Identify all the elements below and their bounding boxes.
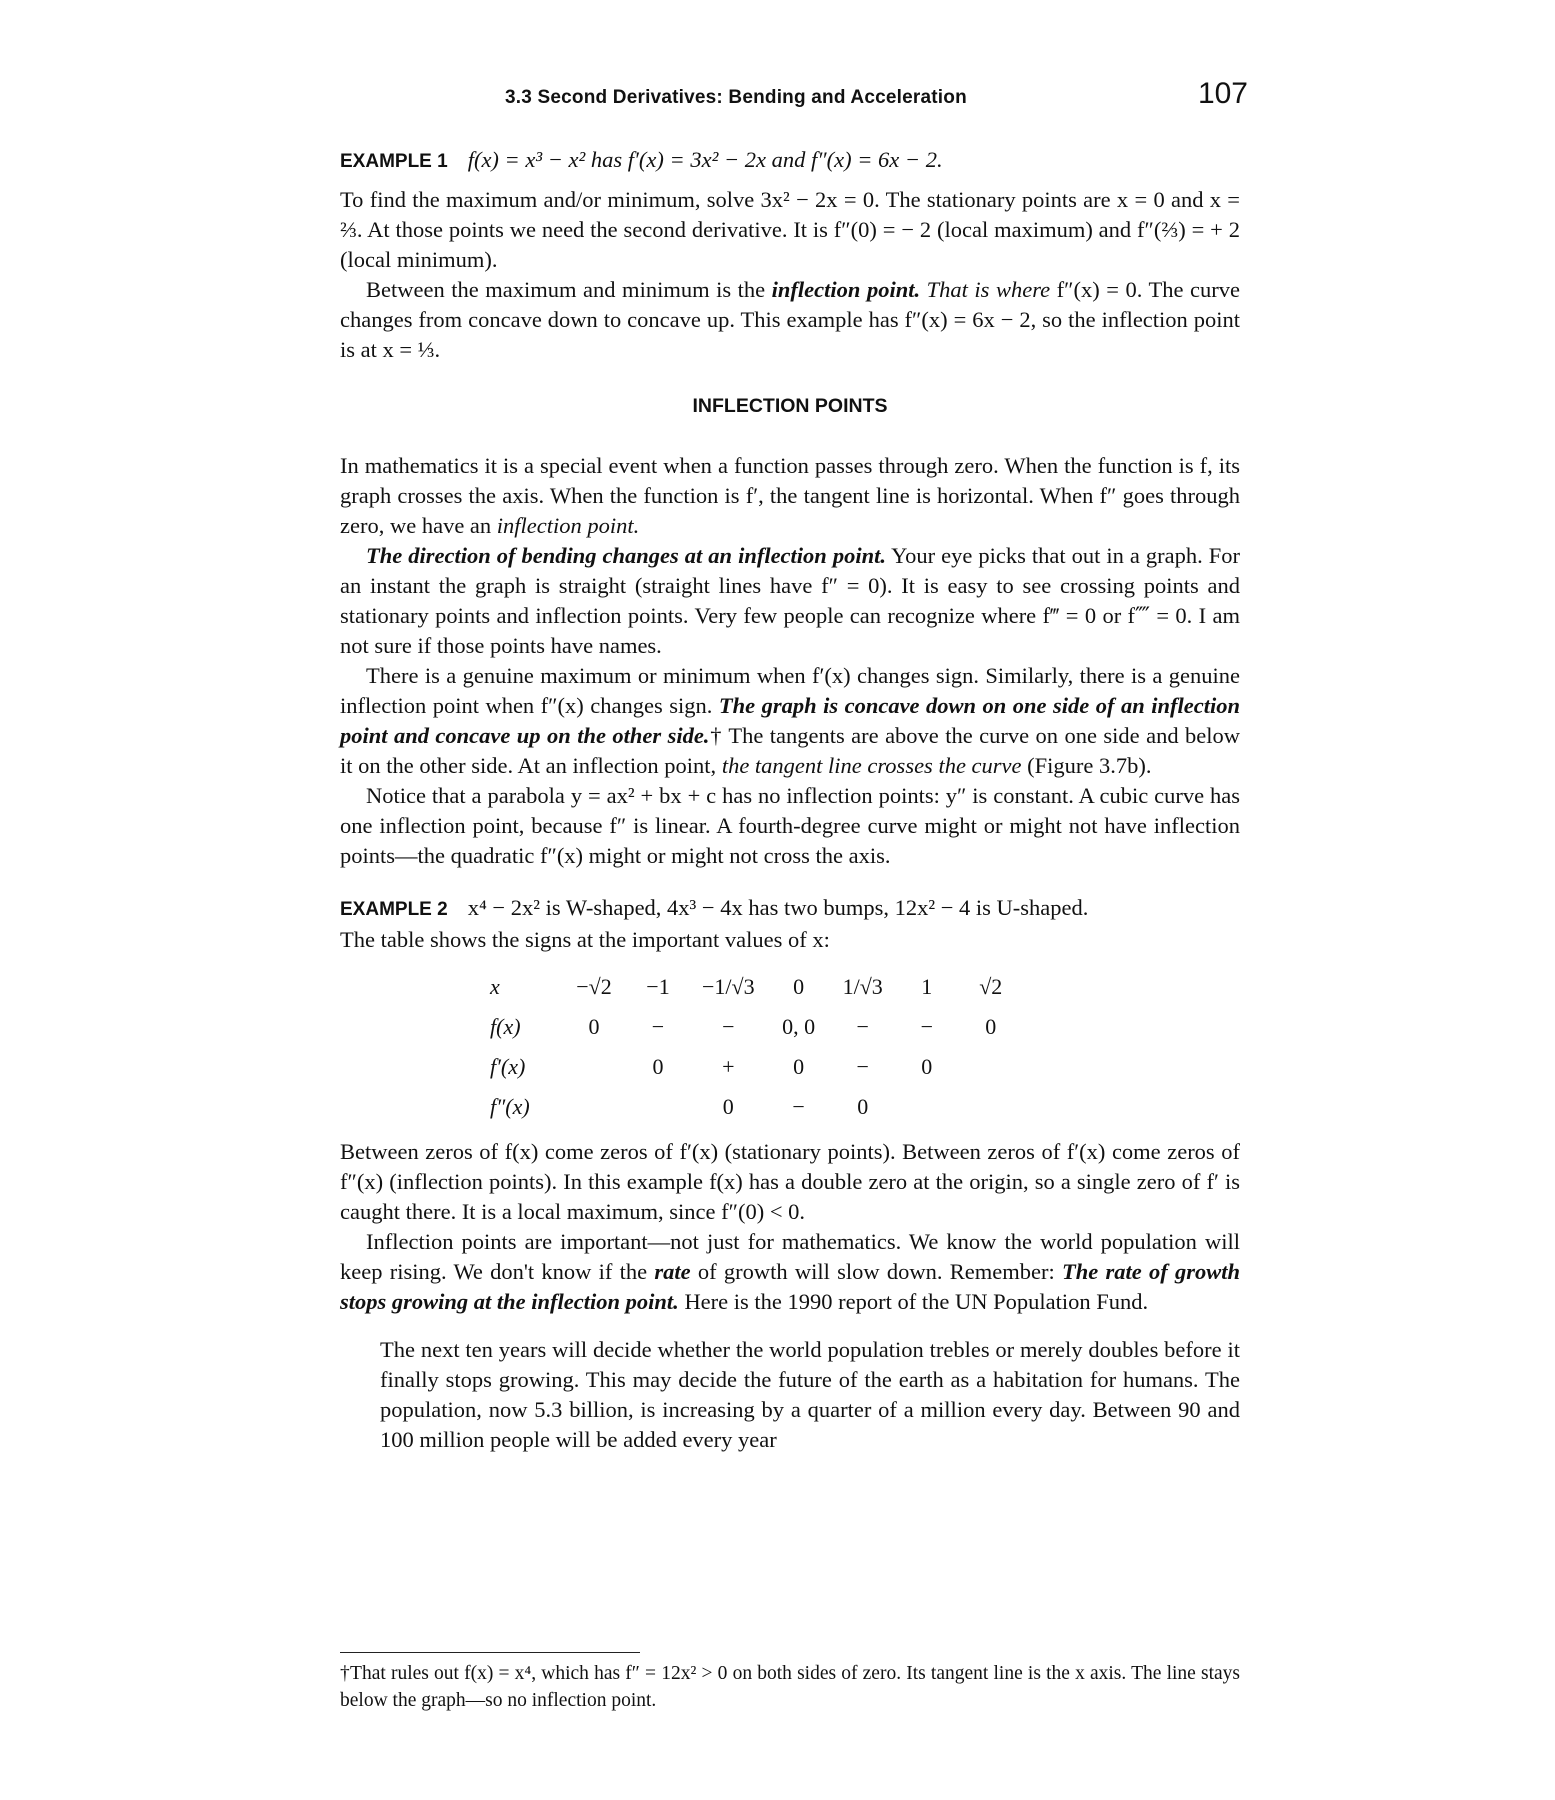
table-cell [562,1047,626,1087]
table-cell [895,1087,959,1127]
text-run: In mathematics it is a special event when a function passes through zero. When the function is f, its graph crosses the axis. When the function is f′, the tangent line is horizontal. When f″ goes through zero, we have an [340,453,1240,538]
table-cell: 0 [793,1054,805,1079]
inflection-paragraph-2 [340,541,1240,661]
text-run: Here is the 1990 report of the UN Population Fund. [678,1289,1149,1314]
table-cell: 0 [722,1094,734,1119]
table-cell: f′(x) [490,1054,526,1079]
table-cell: 1/√3 [842,974,883,999]
example1-label: EXAMPLE 1 [340,151,448,172]
table-row [470,1007,1023,1047]
page-body [340,145,1240,1455]
example1-paragraph-1: To find the maximum and/or minimum, solve 3x² − 2x = 0. The stationary points are x = 0 and x = ⅔. At those points we need the second derivative. It is f″(0) = − 2 (local maximum) and f″(⅔) = + 2 (local minimum). [340,187,1240,272]
table-cell: 0 [857,1094,869,1119]
running-head-title: 3.3 Second Derivatives: Bending and Acceleration [505,87,967,108]
emphasis-direction-bending: The direction of bending changes at an inflection point. [366,543,886,568]
table-cell: 0 [921,1054,933,1079]
table-cell [959,1087,1023,1127]
inflection-paragraph-3 [340,661,1240,781]
table-cell: 0 [588,1014,600,1039]
emphasis-concavity: The graph is concave down on one side of an inflection point and concave up on the other side. [340,693,1240,748]
table-cell [626,1087,690,1127]
section-heading: INFLECTION POINTS [692,395,888,417]
table-cell: 0 [652,1054,664,1079]
table-row [470,1087,1023,1127]
text-run: † The tangents are above the curve on one side and below it on the other side. At an inflection point, [340,723,1240,778]
table-cell: √2 [979,974,1003,999]
table-cell: f(x) [490,1014,521,1039]
table-cell: f″(x) [490,1094,530,1119]
text-run-italic: the tangent line crosses the curve [721,753,1022,778]
text-run: (Figure 3.7b). [1021,753,1152,778]
text-run: There is a genuine maximum or minimum when f′(x) changes sign. Similarly, there is a genuine inflection point when f″(x) changes sign. [340,663,1240,718]
table-cell: + [722,1054,735,1079]
table-cell: − [792,1094,805,1119]
table-cell: − [651,1014,665,1039]
emphasis-rate-of-growth: The rate of growth stops growing at the inflection point. [340,1259,1240,1314]
table-cell: x [490,974,500,999]
un-report-quote: The next ten years will decide whether the world population trebles or merely doubles before it finally stops growing. This may decide the future of the earth as a habitation for humans. The population, now 5.3 billion, is increasing by a quarter of a million every day. Between 90 and 100 million people will be added every year [380,1337,1240,1452]
text-run: Your eye picks that out in a graph. For an instant the graph is straight (straight lines have f″ = 0). It is easy to see crossing points and stationary points and inflection points. Very few people can recognize where f‴ = 0 or f⁗ = 0. I am not sure if those points have names. [340,543,1240,658]
page-number: 107 [1197,77,1248,110]
table-cell: − [856,1054,869,1079]
table-cell: − [920,1014,933,1039]
example2-paragraph-1: Between zeros of f(x) come zeros of f′(x) (stationary points). Between zeros of f′(x) come zeros of f″(x) (inflection points). In this example f(x) has a double zero at the origin, so a single zero of f′ is caught there. It is a local maximum, since f″(0) < 0. [340,1139,1240,1224]
table-cell: − [722,1014,735,1039]
footnote: †That rules out f(x) = x⁴, which has f″ = 12x² > 0 on both sides of zero. Its tangent line is the x axis. The line stays below the graph—so no inflection point. [340,1663,1240,1711]
table-cell [562,1087,626,1127]
table-cell: −1/√3 [702,974,755,999]
term-inflection-point: inflection point. [771,277,921,302]
example1-equation: f(x) = x³ − x² has f′(x) = 3x² − 2x and f″(x) = 6x − 2. [467,147,943,172]
table-cell: 0 [793,974,805,999]
sign-table [470,967,1023,1127]
footnote-rule [340,1652,640,1653]
example2-paragraph-2 [340,1227,1240,1317]
example1-statement [340,145,1240,177]
text-run: f″(x) = 0. The curve changes from concave down to concave up. This example has f″(x) = 6x − 2, so the inflection point is at x = ⅓. [340,277,1240,362]
inflection-paragraph-1 [340,451,1240,541]
table-cell: − [856,1014,869,1039]
example2-statement [340,893,1240,925]
running-head [340,77,1248,117]
table-cell [959,1047,1023,1087]
text-run: of growth will slow down. Remember: [690,1259,1062,1284]
example2-equation: x⁴ − 2x² is W-shaped, 4x³ − 4x has two bumps, 12x² − 4 is U-shaped. [467,895,1089,920]
table-row [470,1047,1023,1087]
table-cell: 0, 0 [782,1014,816,1039]
table-cell: −1 [646,974,670,999]
example1-paragraph-2 [340,275,1240,365]
text-run-italic: inflection point. [496,513,640,538]
table-cell: −√2 [576,974,612,999]
text-run: Inflection points are important—not just for mathematics. We know the world population will keep rising. We don't know if the [340,1229,1240,1284]
table-cell: 0 [985,1014,997,1039]
text-run-italic: That is where [920,277,1051,302]
emphasis-rate: rate [654,1259,691,1284]
text-run: Between the maximum and minimum is the [366,277,772,302]
inflection-paragraph-4: Notice that a parabola y = ax² + bx + c has no inflection points: y″ is constant. A cubic curve has one inflection point, because f″ is linear. A fourth-degree curve might or might not have inflection points—the quadratic f″(x) might or might not cross the axis. [340,783,1240,868]
table-header-row [470,967,1023,1007]
table-cell: 1 [921,974,933,999]
example2-label: EXAMPLE 2 [340,899,448,920]
example2-intro: The table shows the signs at the important values of x: [340,927,830,952]
textbook-page [340,0,1248,1800]
